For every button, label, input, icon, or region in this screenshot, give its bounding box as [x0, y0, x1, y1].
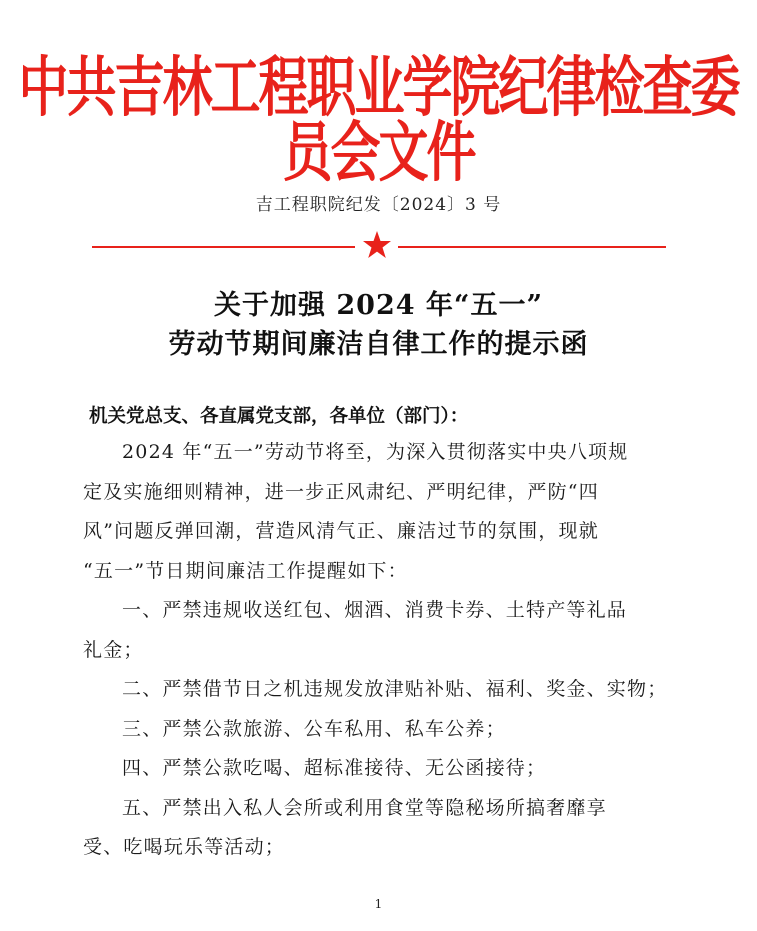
body-line: 二、严禁借节日之机违规发放津贴补贴、福利、奖金、实物； [122, 678, 668, 700]
body-line: “五一”节日期间廉洁工作提醒如下： [83, 560, 408, 582]
body-line: 四、严禁公款吃喝、超标准接待、无公函接待； [122, 757, 547, 779]
body-line: 礼金； [83, 639, 144, 661]
body-line: 受、吃喝玩乐等活动； [83, 836, 286, 858]
body-line: 三、严禁公款旅游、公车私用、私车公养； [122, 718, 506, 740]
document-title-line-1: 关于加强 2024 年“五一” [213, 290, 543, 321]
body-line: 风”问题反弹回潮，营造风清气正、廉洁过节的氛围，现就 [83, 520, 599, 542]
red-divider-left [92, 246, 355, 248]
body-line: 一、严禁违规收送红包、烟酒、消费卡券、土特产等礼品 [122, 599, 628, 621]
document-number: 吉工程职院纪发〔2024〕3 号 [255, 195, 502, 215]
salutation: 机关党总支、各直属党支部，各单位（部门）： [89, 406, 469, 427]
masthead-title: 中共吉林工程职业学院纪律检查委员会文件 [18, 49, 739, 191]
body-line: 五、严禁出入私人会所或利用食堂等隐秘场所搞奢靡享 [122, 797, 607, 819]
red-divider-right [398, 246, 666, 248]
red-star-icon [362, 230, 392, 260]
body-line: 定及实施细则精神，进一步正风肃纪、严明纪律，严防“四 [83, 481, 599, 503]
body-line: 2024 年“五一”劳动节将至，为深入贯彻落实中央八项规 [122, 441, 629, 463]
page-number: 1 [374, 897, 383, 911]
document-title-line-2: 劳动节期间廉洁自律工作的提示函 [168, 329, 589, 360]
